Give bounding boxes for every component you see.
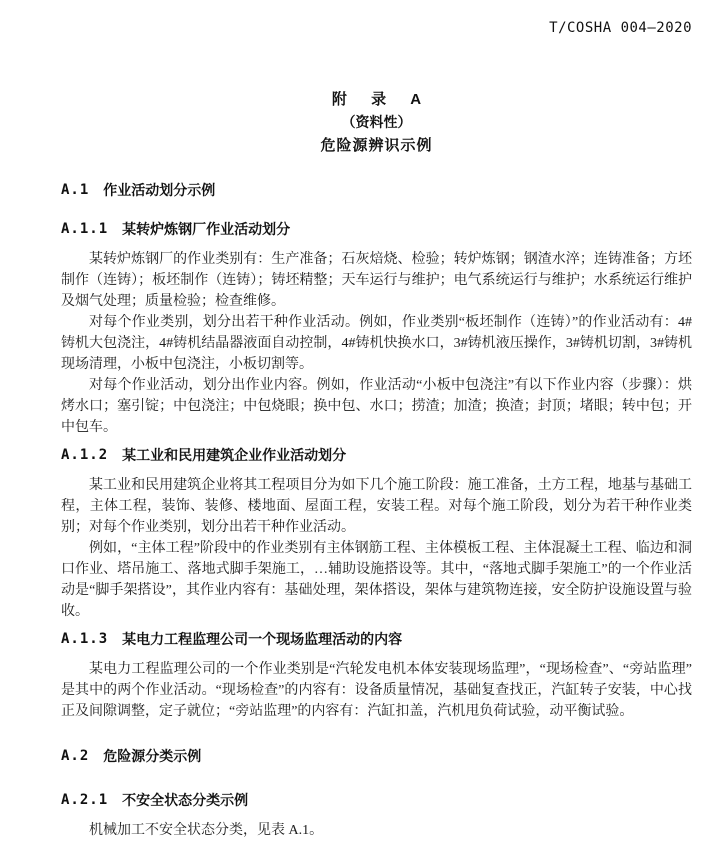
paragraph-a13-1: 某电力工程监理公司的一个作业类别是“汽轮发电机本体安装现场监理”，“现场检查”、“旁站监理”是其中的两个作业活动。“现场检查”的内容有：设备质量情况，基础复查找正，汽缸转子安装，中心找正及间隙调整，定子就位；“旁站监理”的内容有：汽缸扣盖，汽机甩负荷试验，动平衡试验。 bbox=[61, 662, 692, 719]
heading-a2-title: 危险源分类示例 bbox=[103, 748, 202, 764]
heading-a2-number: A.2 bbox=[61, 748, 90, 764]
paragraph-a21-1: 机械加工不安全状态分类，见表 A.1。 bbox=[89, 823, 324, 838]
appendix-type: （资料性） bbox=[341, 114, 412, 130]
paragraph-a11-2: 对每个作业类别，划分出若干种作业活动。例如，作业类别“板坯制作（连铸）”的作业活动有：4#铸机大包浇注，4#铸机结晶器液面自动控制，4#铸机快换水口，3#铸机液压操作，3#铸机切割，3#铸机现场清理，小板中包浇注，小板切割等。 bbox=[61, 315, 692, 372]
heading-a11-number: A.1.1 bbox=[61, 221, 109, 237]
paragraph-a11-1: 某转炉炼钢厂的作业类别有：生产准备；石灰焙烧、检验；转炉炼钢；钢渣水淬；连铸准备；方坯制作（连铸）；板坯制作（连铸）；铸坯精整；天车运行与维护；电气系统运行与维护；水系统运行维护及烟气处理；质量检验；检查维修。 bbox=[61, 252, 692, 309]
appendix-name: 危险源辨识示例 bbox=[320, 137, 433, 154]
heading-a11 bbox=[61, 219, 692, 239]
paragraph-a11-3: 对每个作业活动，划分出作业内容。例如，作业活动“小板中包浇注”有以下作业内容（步骤）：烘烤水口；塞引锭；中包浇注；中包烧眼；换中包、水口；捞渣；加渣；换渣；封顶；堵眼；转中包；开中包车。 bbox=[61, 378, 692, 435]
heading-a21-title: 不安全状态分类示例 bbox=[122, 792, 249, 808]
appendix-label: 附 录 A bbox=[331, 91, 432, 108]
heading-a12-number: A.1.2 bbox=[61, 447, 109, 463]
heading-a13-number: A.1.3 bbox=[61, 631, 109, 647]
heading-a2 bbox=[61, 746, 692, 766]
heading-a21-number: A.2.1 bbox=[61, 792, 109, 808]
heading-a13 bbox=[61, 629, 692, 649]
heading-a11-title: 某转炉炼钢厂作业活动划分 bbox=[122, 221, 291, 237]
appendix-title-block bbox=[61, 88, 692, 157]
heading-a1-number: A.1 bbox=[61, 182, 90, 198]
heading-a13-title: 某电力工程监理公司一个现场监理活动的内容 bbox=[122, 631, 403, 647]
paragraph-a12-2: 例如，“主体工程”阶段中的作业类别有主体钢筋工程、主体模板工程、主体混凝土工程、临边和洞口作业、塔吊施工、落地式脚手架施工，…辅助设施搭设等。其中，“落地式脚手架施工”的一个作业活动是“脚手架搭设”，其作业内容有：基础处理，架体搭设，架体与建筑物连接，安全防护设施设置与验收。 bbox=[61, 541, 692, 619]
heading-a21 bbox=[61, 790, 692, 810]
doc-number: T/COSHA 004—2020 bbox=[549, 20, 692, 36]
heading-a1-title: 作业活动划分示例 bbox=[103, 182, 216, 198]
heading-a1 bbox=[61, 180, 692, 200]
paragraph-a12-1: 某工业和民用建筑企业将其工程项目分为如下几个施工阶段：施工准备，土方工程，地基与基础工程，主体工程，装饰、装修、楼地面、屋面工程，安装工程。对每个施工阶段，划分为若干种作业类别；对每个作业类别，划分出若干种作业活动。 bbox=[61, 478, 692, 535]
heading-a12-title: 某工业和民用建筑企业作业活动划分 bbox=[122, 447, 347, 463]
heading-a12 bbox=[61, 445, 692, 465]
